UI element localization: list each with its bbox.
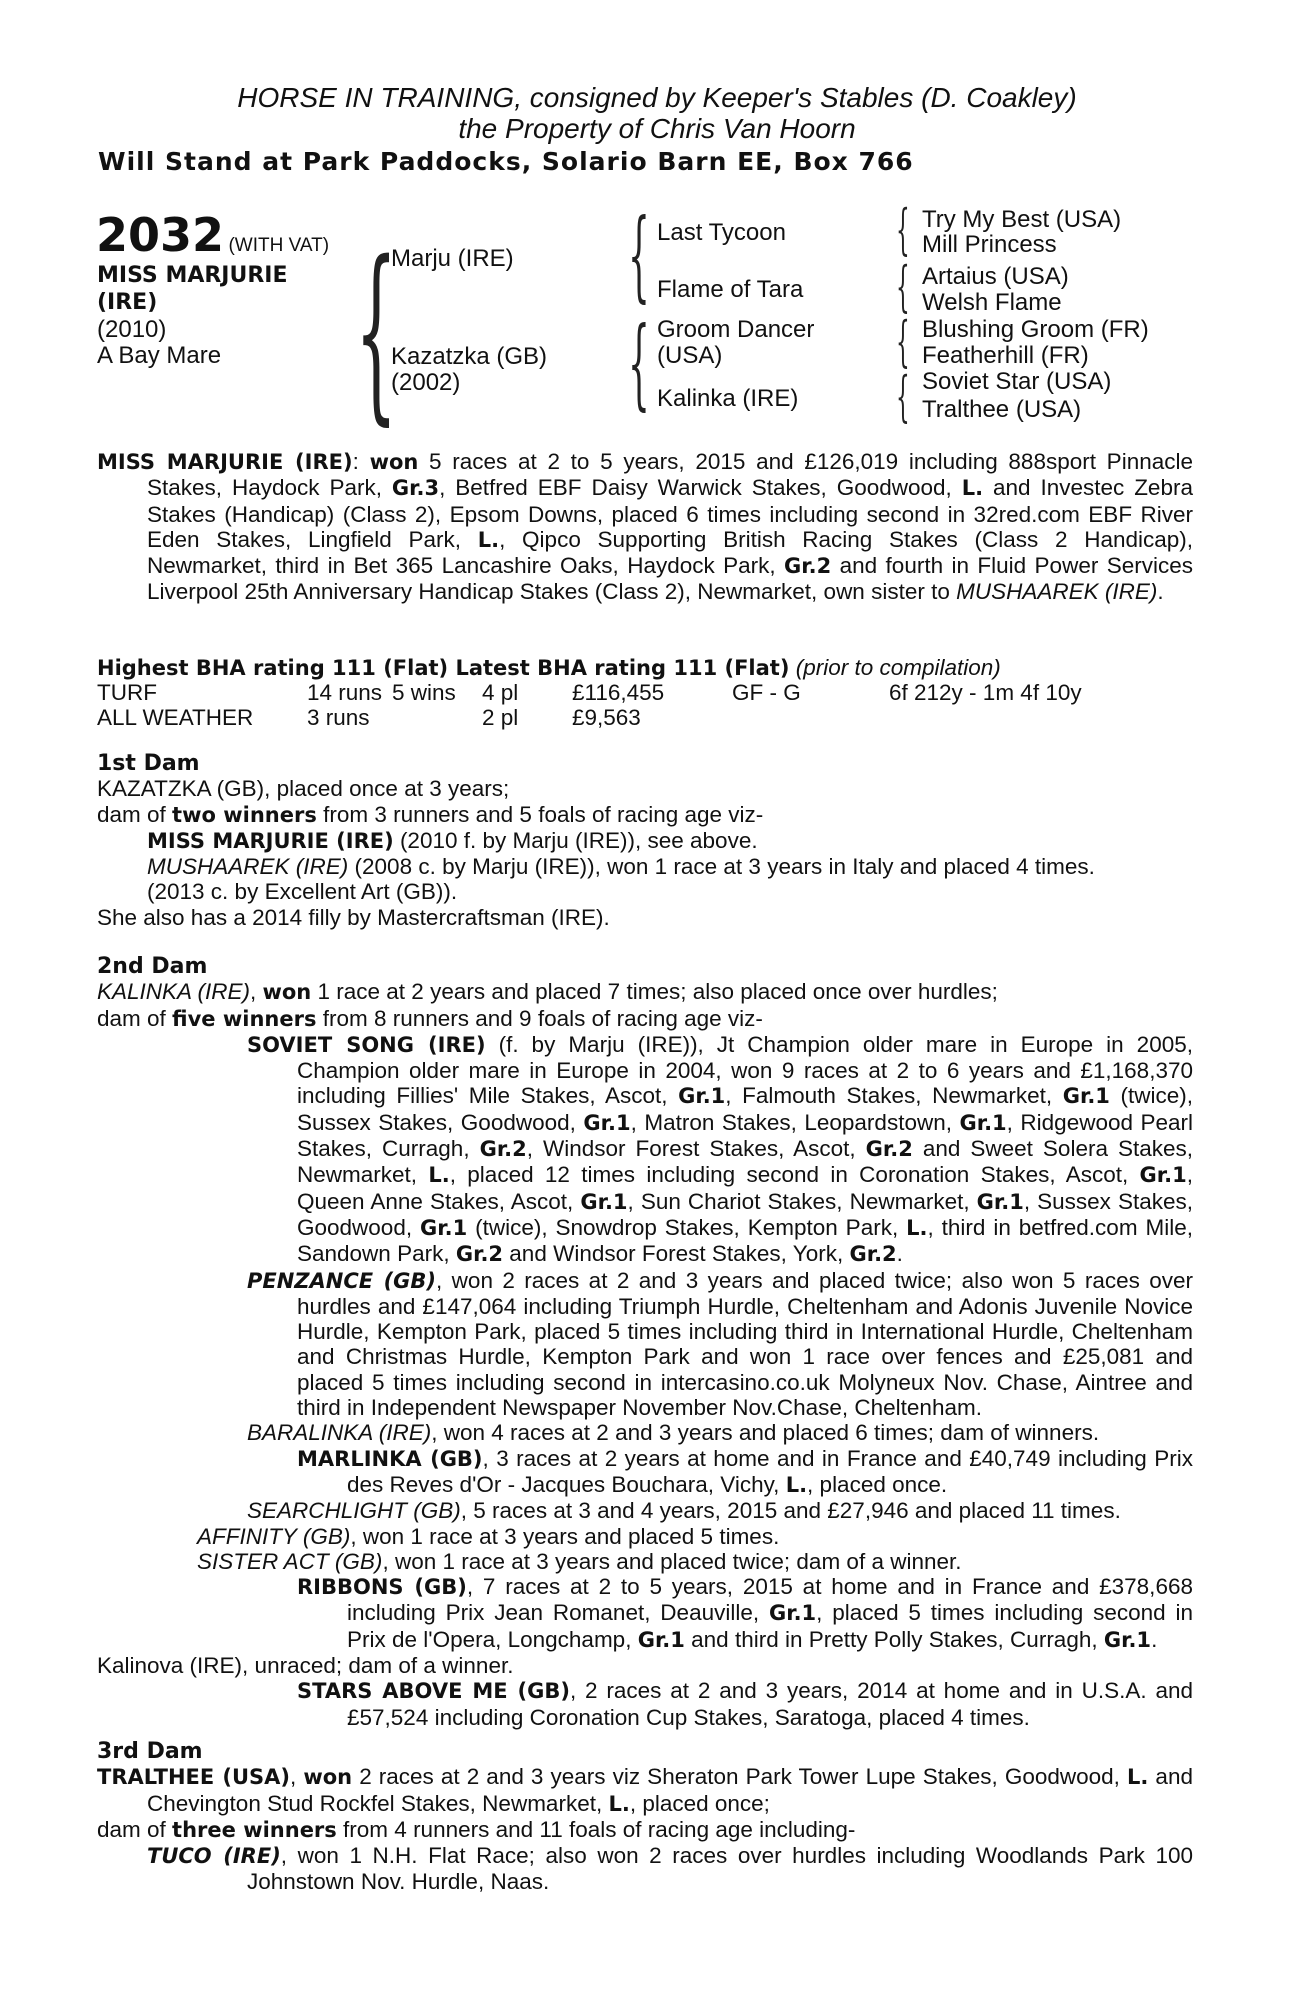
listed-badge: L. [785,1472,808,1497]
text: , won 1 N.H. Flat Race; also won 2 races over hurdles including Woodlands Park 100 Johnstown Nov. Hurdle, Naas. [247,1843,1193,1895]
rating-table [97,680,1082,730]
text: , Falmouth Stakes, Newmarket, [725,1083,1063,1109]
progeny-name: PENZANCE (GB) [247,1268,437,1293]
pedigree-ddd: Tralthee (USA) [922,396,1082,423]
grade-badge: Gr.1 [1103,1627,1152,1652]
progeny-name: TUCO (IRE) [147,1844,281,1869]
progeny-name: MUSHAAREK (IRE) [147,854,349,880]
pedigree-dds: Soviet Star (USA) [922,368,1112,395]
progeny-marlinka [97,1446,1193,1499]
text: , 2 races at 2 and 3 years, 2014 at home and in U.S.A. and £57,524 including Coronation Cup Stakes, Saratoga, placed 4 times. [347,1678,1193,1730]
runs: 3 runs [307,705,370,730]
text: from 3 runners and 5 foals of racing age viz- [316,801,764,827]
prize-money: £116,455 [572,680,665,705]
pedigree-sire-sire: Last Tycoon [657,219,786,246]
progeny-name: AFFINITY (GB) [197,1523,351,1549]
surface: TURF [97,680,157,705]
horse-name-ref: MISS MARJURIE (IRE) [97,450,353,474]
progeny-penzance [97,1268,1193,1421]
vat-note: (WITH VAT) [228,235,330,256]
progeny-ribbons [97,1574,1193,1653]
pedigree-dam-sire: Groom Dancer [657,316,815,343]
progeny-tuco [97,1843,1193,1895]
text: , Ridgewood Pearl Stakes, Curragh, [297,1109,1194,1162]
gen3-brace-2: { [896,255,910,318]
second-dam-section [97,953,1193,1730]
grade-badge: Gr.1 [768,1601,817,1626]
owner-line: the Property of Chris Van Hoorn [458,113,856,144]
dam-line: KAZATZKA (GB), placed once at 3 years; [97,776,510,802]
grade-badge: Gr.1 [637,1627,685,1652]
text: (twice), Sussex Stakes, Goodwood, [297,1083,1193,1135]
horse-country: (IRE) [97,290,158,315]
rating-row-turf [97,680,1082,705]
listed-badge: L. [428,1163,450,1188]
sire-dam-brace: { [355,221,398,442]
text: 1 race at 2 years and placed 7 times; also placed once over hurdles; [311,979,998,1005]
rating-row-aw [97,705,1082,730]
text: , won 1 race at 3 years and placed 5 times. [350,1523,780,1549]
grade-badge: Gr.1 [1139,1163,1187,1188]
grade-badge: Gr.2 [849,1242,897,1267]
section-heading: 3rd Dam [97,1739,203,1764]
pedigree-dam-year: (2002) [391,369,461,396]
text: , won 1 race at 3 years and placed twice; dam of a winner. [382,1548,962,1574]
third-dam-section [97,1738,1193,1895]
horse-description: A Bay Mare [97,342,222,369]
progeny-sister-act [97,1549,1193,1574]
text: , Queen Anne Stakes, Ascot, [297,1162,1194,1214]
grade-badge: Gr.3 [391,476,440,501]
gen3-brace-3: { [896,310,910,373]
sibling-name: MUSHAAREK (IRE) [956,579,1158,605]
progeny-line: (2013 c. by Excellent Art (GB)). [147,879,458,905]
stabling-line: Will Stand at Park Paddocks, Solario Barn EE, Box 766 [98,147,914,176]
pedigree-dam-dam: Kalinka (IRE) [657,385,799,412]
listed-badge: L. [477,527,500,552]
placed: 2 pl [482,705,519,730]
grade-badge: Gr.1 [678,1084,726,1109]
text: and Windsor Forest Stakes, York, [503,1241,850,1267]
horse-name: MISS MARJURIE [97,263,288,288]
pedigree-dss: Blushing Groom (FR) [922,316,1149,343]
grade-badge: Gr.2 [865,1137,913,1162]
lot-number-block [96,208,329,262]
text: . [896,1241,903,1267]
dam-note: She also has a 2014 filly by Mastercraftsman (IRE). [97,904,610,930]
going: GF - G [732,680,801,705]
pedigree-dsd: Featherhill (FR) [922,342,1089,369]
lot-number: 2032 [96,208,225,262]
summary-text: , Qipco Supporting British Racing Stakes (Class 2 Handicap), Newmarket, third in Bet 365 Lancashire Oaks, Haydock Park, [147,526,1193,579]
winners-count: three winners [172,1817,337,1842]
pedigree-sss: Try My Best (USA) [922,206,1122,233]
grade-badge: Gr.2 [455,1242,504,1267]
text: , Sun Chariot Stakes, Newmarket, [627,1188,977,1214]
text: and Sweet Solera Stakes, Newmarket, [297,1136,1193,1188]
summary-text: and Investec Zebra Stakes (Handicap) (Class 2), Epsom Downs, placed 6 times including second in 32red.com EBF River Eden Stakes, Lingfield Park, [147,475,1193,552]
grade-badge: Gr.1 [976,1189,1024,1214]
progeny-baralinka [97,1420,1193,1445]
text: , Sussex Stakes, Goodwood, [297,1188,1193,1240]
placed: 4 pl [482,680,519,705]
winners-count: two winners [172,802,317,827]
text: (2010 f. by Marju (IRE)), see above. [393,827,758,853]
grade-badge: Gr.2 [784,554,832,579]
pedigree-dam-sire-country: (USA) [657,342,723,369]
section-heading: 1st Dam [97,751,200,776]
wins [392,705,482,730]
progeny-name: MISS MARJURIE (IRE) [147,828,394,853]
grade-badge: Gr.1 [959,1110,1007,1135]
text: , 5 races at 3 and 4 years, 2015 and £27,946 and placed 11 times. [460,1498,1121,1524]
text: (twice), Snowdrop Stakes, Kempton Park, [467,1214,907,1240]
progeny-kalinova: Kalinova (IRE), unraced; dam of a winner. [97,1653,514,1679]
text: , 7 races at 2 to 5 years, 2015 at home and in France and £378,668 including Prix Jean Romanet, Deauville, [347,1574,1193,1626]
text: , Matron Stakes, Leopardstown, [630,1109,960,1135]
won-label: won [262,980,312,1005]
grade-badge: Gr.1 [580,1189,628,1214]
summary-text: 5 races at 2 to 5 years, 2015 and £126,019 including 888sport Pinnacle Stakes, Haydock Park, [147,449,1193,501]
text: . [1151,1626,1158,1652]
progeny-name: SISTER ACT (GB) [197,1548,383,1574]
grade-badge: Gr.1 [1062,1084,1110,1109]
dam-parents-brace: { [628,307,650,421]
rating-heading: Highest BHA rating 111 (Flat) Latest BHA rating 111 (Flat) [97,656,790,680]
text: and third in Pretty Polly Stakes, Curragh, [684,1626,1104,1652]
gen3-brace-1: { [896,198,910,261]
text: and Chevington Stud Rockfel Stakes, Newmarket, [147,1764,1193,1816]
summary-text: . [1157,579,1164,605]
runs: 14 runs [307,680,383,705]
dam-name: KALINKA (IRE) [97,979,250,1005]
winners-count: five winners [172,1006,317,1031]
grade-badge: Gr.1 [583,1110,631,1135]
summary-text: and fourth in Fluid Power Services Liverpool 25th Anniversary Handicap Stakes (Class 2), Newmarket, own sister to [147,553,1193,605]
text: 2 races at 2 and 3 years viz Sheraton Park Tower Lupe Stakes, Goodwood, [352,1764,1127,1790]
dam-name: TRALTHEE (USA) [97,1765,291,1790]
wins: 5 wins [392,680,456,705]
text: dam of [97,1005,173,1031]
progeny-affinity [97,1524,1193,1549]
rating-note: (prior to compilation) [795,655,1001,680]
pedigree-sdd: Welsh Flame [922,289,1062,316]
grade-badge: Gr.1 [420,1215,468,1240]
first-dam-section [97,750,1197,930]
progeny-soviet-song [97,1032,1193,1268]
text: , Windsor Forest Stakes, Ascot, [526,1136,866,1162]
pedigree-dam: Kazatzka (GB) [391,343,548,370]
pedigree-sire: Marju (IRE) [391,245,514,272]
listed-badge: L. [906,1215,928,1240]
grade-badge: Gr.2 [479,1137,527,1162]
prize-money: £9,563 [572,705,641,730]
text: dam of [97,801,173,827]
won-label: won [303,1765,353,1790]
text: , [290,1764,304,1790]
text: , placed once. [807,1471,948,1497]
pedigree-ssd: Mill Princess [922,231,1057,258]
consignor-line: HORSE IN TRAINING, consigned by Keeper's Stables (D. Coakley) [237,82,1077,113]
rating-heading-row [97,655,1001,681]
progeny-name: SOVIET SONG (IRE) [247,1032,486,1057]
progeny-name: MARLINKA (GB) [297,1446,483,1471]
text: from 8 runners and 9 foals of racing age viz- [316,1005,763,1031]
progeny-searchlight [97,1498,1193,1523]
text: , 3 races at 2 years at home and in France and £40,749 including Prix des Reves d'Or - Jacques Bouchara, Vichy, [347,1445,1193,1497]
progeny-stars-above-me [97,1678,1193,1730]
listed-badge: L. [608,1791,630,1816]
distance-range: 6f 212y - 1m 4f 10y [889,680,1082,705]
gen3-brace-4: { [896,365,910,428]
listed-badge: L. [1127,1765,1149,1790]
going [732,705,889,730]
pedigree-sds: Artaius (USA) [922,263,1069,290]
text: , placed once; [629,1790,770,1816]
section-heading: 2nd Dam [97,954,208,979]
text: , won 4 races at 2 and 3 years and placed 6 times; dam of winners. [431,1420,1100,1446]
progeny-name: BARALINKA (IRE) [247,1420,432,1446]
text: , third in betfred.com Mile, Sandown Park, [297,1214,1193,1267]
surface: ALL WEATHER [97,705,254,730]
race-record-summary: MISS MARJURIE (IRE): won 5 races at 2 to 5 years, 2015 and £126,019 including 888sport Pinnacle Stakes, Haydock Park, Gr.3, Betfred EBF Daisy Warwick Stakes, Goodwood, L. and Investec Zebra Stakes (Handicap) (Class 2), Epsom Downs, placed 6 times including second in 32red.com EBF River Eden Stakes, Lingfield Park, L., Qipco Supporting British Racing Stakes (Class 2 Handicap), Newmarket, third in Bet 365 Lancashire Oaks, Haydock Park, Gr.2 and fourth in Fluid Power Services Liverpool 25th Anniversary Handicap Stakes (Class 2), Newmarket, own sister to MUSHAAREK (IRE). [97,449,1193,605]
won-label: won [369,450,419,474]
text: , placed 12 times including second in Coronation Stakes, Ascot, [449,1162,1140,1188]
progeny-name: STARS ABOVE ME (GB) [297,1679,570,1704]
sire-parents-brace: { [628,199,650,313]
listed-badge: L. [961,476,984,501]
text: , placed 5 times including second in Prix de l'Opera, Longchamp, [347,1600,1193,1652]
progeny-name: SEARCHLIGHT (GB) [247,1498,461,1524]
progeny-name: RIBBONS (GB) [297,1575,467,1600]
pedigree-sire-dam: Flame of Tara [657,276,804,303]
horse-year: (2010) [97,316,167,343]
summary-text: , Betfred EBF Daisy Warwick Stakes, Goodwood, [439,475,962,501]
text: , won 2 races at 2 and 3 years and placed twice; also won 5 races over hurdles and £147,064 including Triumph Hurdle, Cheltenham and Adonis Juvenile Novice Hurdle, Kempton Park, placed 5 times including third in International Hurdle, Cheltenham and Christmas Hurdle, Kempton Park and won 1 race over fences and £25,081 and placed 5 times including second in intercasino.co.uk Molyneux Nov. Chase, Aintree and third in Independent Newspaper November Nov.Chase, Cheltenham. [297,1267,1194,1421]
text: , [249,979,263,1005]
text: from 4 runners and 11 foals of racing age including- [336,1816,856,1842]
text: (f. by Marju (IRE)), Jt Champion older mare in Europe in 2005, Champion older mare in Europe in 2004, won 9 races at 2 to 6 years and £1,168,370 including Fillies' Mile Stakes, Ascot, [297,1031,1193,1109]
text: (2008 c. by Marju (IRE)), won 1 race at 3 years in Italy and placed 4 times. [348,854,1095,880]
text: dam of [97,1816,173,1842]
